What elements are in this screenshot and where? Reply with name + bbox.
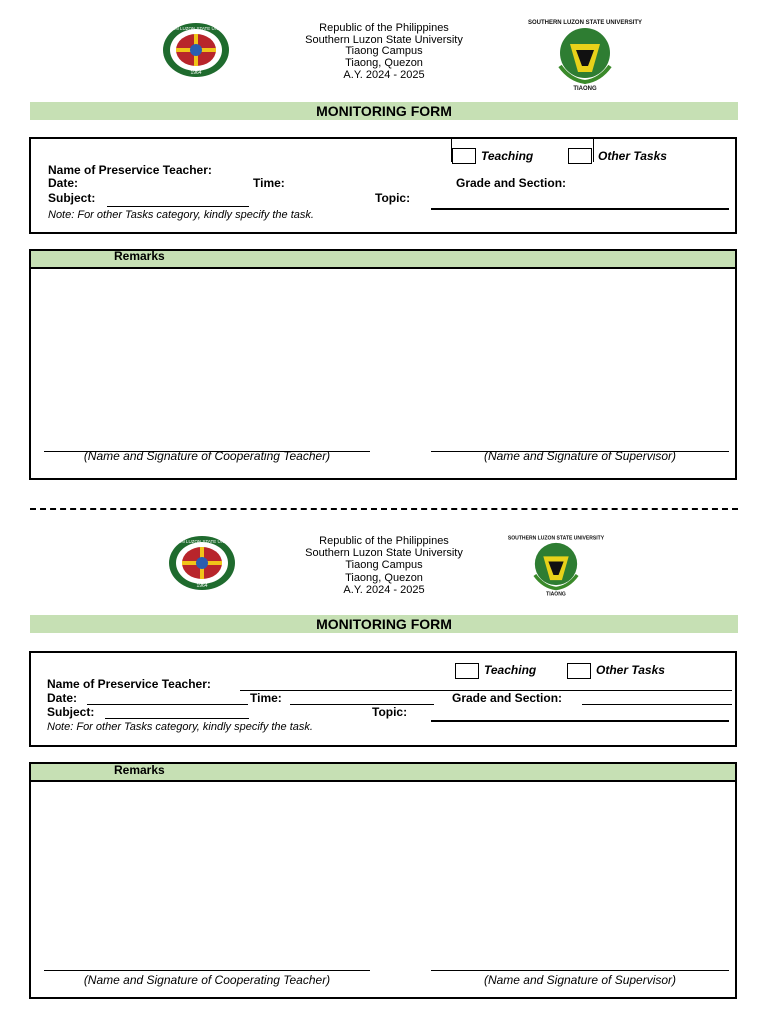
grade-section-label: Grade and Section: xyxy=(456,176,567,190)
cooperating-signature-caption: (Name and Signature of Cooperating Teacher) xyxy=(83,973,331,987)
other-tasks-label: Other Tasks xyxy=(596,663,665,677)
header-campus: Tiaong Campus xyxy=(345,45,423,57)
note-text: Note: For other Tasks category, kindly specify the task. xyxy=(47,721,313,733)
form-title: MONITORING FORM xyxy=(316,103,452,119)
header-republic: Republic of the Philippines xyxy=(319,535,449,547)
teaching-label: Teaching xyxy=(484,663,537,677)
campus-logo xyxy=(507,531,605,598)
svg-text:SOUTHERN LUZON STATE UNIVERSIT: SOUTHERN LUZON STATE UNIVERSITY xyxy=(527,20,643,26)
date-field[interactable] xyxy=(87,704,248,705)
name-label: Name of Preservice Teacher: xyxy=(48,163,212,177)
supervisor-signature-caption: (Name and Signature of Supervisor) xyxy=(483,449,677,463)
topic-label: Topic: xyxy=(372,705,408,719)
svg-text:1964: 1964 xyxy=(190,70,202,76)
subject-label: Subject: xyxy=(47,705,95,719)
svg-text:SOUTHERN LUZON STATE UNIVERSIT: SOUTHERN LUZON STATE UNIVERSITY xyxy=(153,26,239,31)
remarks-label: Remarks xyxy=(114,249,165,263)
grade-section-field[interactable] xyxy=(582,704,732,705)
campus-logo xyxy=(527,14,643,92)
remarks-label: Remarks xyxy=(114,763,165,777)
remarks-area[interactable] xyxy=(29,780,737,999)
date-label: Date: xyxy=(47,691,78,705)
svg-text:SOUTHERN LUZON STATE UNIVERSIT: SOUTHERN LUZON STATE UNIVERSITY xyxy=(507,535,605,542)
supervisor-signature-line[interactable] xyxy=(431,970,729,971)
form-title: MONITORING FORM xyxy=(316,616,452,632)
topic-label: Topic: xyxy=(375,191,411,205)
svg-text:TIAONG: TIAONG xyxy=(546,591,566,598)
header-year: A.Y. 2024 - 2025 xyxy=(343,69,425,81)
time-label: Time: xyxy=(250,691,282,705)
teaching-checkbox[interactable] xyxy=(452,148,476,164)
svg-text:1964: 1964 xyxy=(196,583,208,589)
header-location: Tiaong, Quezon xyxy=(345,57,423,69)
time-field[interactable] xyxy=(290,704,434,705)
date-label: Date: xyxy=(48,176,79,190)
grade-section-label: Grade and Section: xyxy=(452,691,563,705)
note-text: Note: For other Tasks category, kindly specify the task. xyxy=(48,209,314,221)
teaching-checkbox[interactable] xyxy=(455,663,479,679)
header-campus: Tiaong Campus xyxy=(345,559,423,571)
header-location: Tiaong, Quezon xyxy=(345,572,423,584)
header-university: Southern Luzon State University xyxy=(305,547,463,559)
svg-text:TIAONG: TIAONG xyxy=(573,86,597,92)
name-label: Name of Preservice Teacher: xyxy=(47,677,211,691)
other-tasks-checkbox[interactable] xyxy=(568,148,592,164)
other-tasks-checkbox[interactable] xyxy=(567,663,591,679)
header-year: A.Y. 2024 - 2025 xyxy=(343,584,425,596)
subject-label: Subject: xyxy=(48,191,96,205)
other-tasks-label: Other Tasks xyxy=(598,149,667,163)
header-republic: Republic of the Philippines xyxy=(319,22,449,34)
svg-text:SOUTHERN LUZON STATE UNIVERSIT: SOUTHERN LUZON STATE UNIVERSITY xyxy=(159,539,245,544)
subject-field[interactable] xyxy=(105,718,249,719)
topic-field[interactable] xyxy=(431,720,729,722)
supervisor-signature-caption: (Name and Signature of Supervisor) xyxy=(483,973,677,987)
header-university: Southern Luzon State University xyxy=(305,34,463,46)
subject-field[interactable] xyxy=(107,206,249,207)
topic-field[interactable] xyxy=(431,208,729,210)
time-label: Time: xyxy=(253,176,285,190)
teaching-label: Teaching xyxy=(481,149,534,163)
cooperating-signature-caption: (Name and Signature of Cooperating Teacher) xyxy=(83,449,331,463)
cooperating-signature-line[interactable] xyxy=(44,970,370,971)
cut-line xyxy=(30,508,738,510)
